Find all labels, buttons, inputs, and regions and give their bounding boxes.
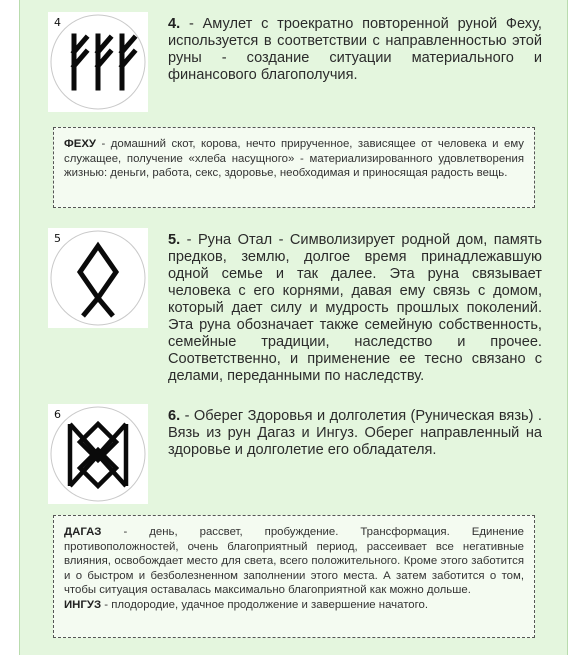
item-5-description — [168, 232, 542, 385]
article-panel — [19, 0, 568, 655]
definition-text: - день, рассвет, пробуждение. Трансформация. Единение противоположностей, очень благоприятный период, рассеивает все негативные влияния, освобождает место для света, всего положительного. Кроме этого заботится и о быстром и безболезненном заполнении этого места. А затем заботится о том, чтобы ситуация оставалась максимально благоприятной как можно дольше. — [64, 526, 524, 597]
item-number: 4. — [168, 16, 181, 32]
definition-text: - домашний скот, корова, нечто прирученное, зависящее от человека и ему служащее, получение «хлеба насущного» - материализированного удовлетворения жизнью: деньги, работа, секс, здоровье, необходимая и приносящая радость вещь. — [64, 138, 524, 180]
dagaz-inguz-bindrune-icon — [48, 404, 148, 504]
item-4-description — [168, 16, 542, 84]
rune-image-6 — [48, 404, 148, 504]
item-text: - Амулет с троекратно повторенной руной Феху, используется в соответствии с направленностью этой руны - создание ситуации материального и финансового благополучия. — [168, 16, 542, 83]
term-inguz: ИНГУЗ — [64, 598, 102, 611]
image-number: 6 — [54, 408, 61, 421]
dagaz-inguz-definition-box — [53, 515, 535, 638]
item-text: - Руна Отал - Символизирует родной дом, память предков, землю, долгое время принадлежавшую одной семье и так далее. Эта руна связывает человека с его корнями, давая ему связь с домом, который дает силу и мудрость прошлых поколений. Эта руна обозначает также семейную собственность, семейные традиции, наследство и прочее. Соответственно, и применение ее тесно связано с делами, переданными по наследству. — [168, 232, 542, 384]
fehu-definition-box — [53, 127, 535, 208]
dagaz-definition — [64, 525, 524, 598]
item-6-description — [168, 408, 542, 459]
rune-image-5 — [48, 228, 148, 328]
term-fehu: ФЕХУ — [64, 138, 97, 150]
image-number: 5 — [54, 232, 61, 245]
inguz-definition — [64, 598, 524, 613]
term-dagaz: ДАГАЗ — [64, 526, 102, 538]
othala-rune-icon — [48, 228, 148, 328]
item-number: 6. — [168, 408, 181, 424]
image-number: 4 — [54, 16, 61, 29]
item-text: - Оберег Здоровья и долголетия (Руническая вязь) . Вязь из рун Дагаз и Ингуз. Оберег направленный на здоровье и долголетие его обладателя. — [168, 408, 542, 458]
item-number: 5. — [168, 232, 181, 248]
rune-image-4 — [48, 12, 148, 112]
fehu-triple-rune-icon — [48, 12, 148, 112]
definition-text: - плодородие, удачное продолжение и завершение начатого. — [101, 598, 429, 611]
